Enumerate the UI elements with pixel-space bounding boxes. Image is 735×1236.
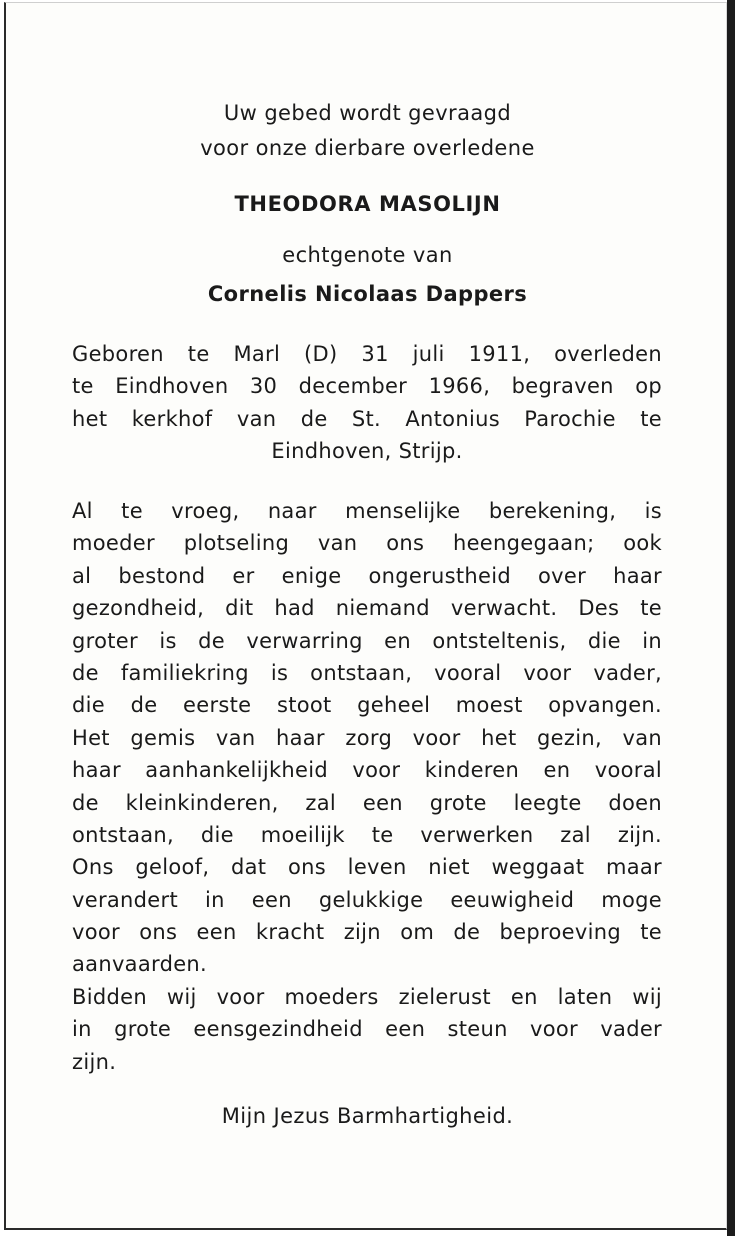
reflection-paragraph xyxy=(72,495,662,1078)
reflection-line: haar aanhankelijkheid voor kinderen en vooral xyxy=(72,758,662,783)
reflection-line: in grote eensgezindheid een steun voor vader xyxy=(72,1017,662,1042)
reflection-line: verandert in een gelukkige eeuwigheid moge xyxy=(72,887,662,912)
closing-prayer: Mijn Jezus Barmhartigheid. xyxy=(221,1104,514,1128)
reflection-line: moeder plotseling van ons heengegaan; ook xyxy=(72,531,662,556)
reflection-line: voor ons een kracht zijn om de beproeving te xyxy=(72,920,662,945)
deceased-name: THEODORA MASOLIJN xyxy=(234,192,501,216)
biography-line: te Eindhoven 30 december 1966, begraven op xyxy=(72,374,662,399)
biography-paragraph xyxy=(72,338,662,468)
reflection-line: die de eerste stoot geheel moest opvangen. xyxy=(72,693,662,718)
biography-line: Geboren te Marl (D) 31 juli 1911, overleden xyxy=(72,342,662,366)
reflection-line: de familiekring is ontstaan, vooral voor vader, xyxy=(72,660,662,685)
reflection-line: Bidden wij voor moeders zielerust en laten wij xyxy=(72,984,662,1009)
reflection-line: Ons geloof, dat ons leven niet weggaat maar xyxy=(72,855,662,880)
reflection-line: al bestond er enige ongerustheid over haar xyxy=(72,563,662,588)
reflection-line: gezondheid, dit had niemand verwacht. Des te xyxy=(72,596,662,621)
intro-line-1: Uw gebed wordt gevraagd xyxy=(223,101,512,125)
reflection-line: ontstaan, die moeilijk te verwerken zal zijn. xyxy=(72,822,662,847)
reflection-line: Het gemis van haar zorg voor het gezin, van xyxy=(72,725,662,750)
intro-line-2: voor onze dierbare overledene xyxy=(200,136,535,160)
reflection-line: zijn. xyxy=(72,1049,117,1074)
biography-line: Eindhoven, Strijp. xyxy=(271,439,463,464)
biography-line: het kerkhof van de St. Antonius Parochie te xyxy=(72,406,662,431)
relation-text: echtgenote van xyxy=(282,243,453,267)
spouse-name: Cornelis Nicolaas Dappers xyxy=(207,282,528,306)
reflection-line: de kleinkinderen, zal een grote leegte doen xyxy=(72,790,662,815)
reflection-line: Al te vroeg, naar menselijke berekening, is xyxy=(72,499,662,523)
card-edge-shadow xyxy=(727,0,735,1236)
reflection-line: aanvaarden. xyxy=(72,952,208,977)
reflection-line: groter is de verwarring en ontsteltenis, die in xyxy=(72,628,662,653)
